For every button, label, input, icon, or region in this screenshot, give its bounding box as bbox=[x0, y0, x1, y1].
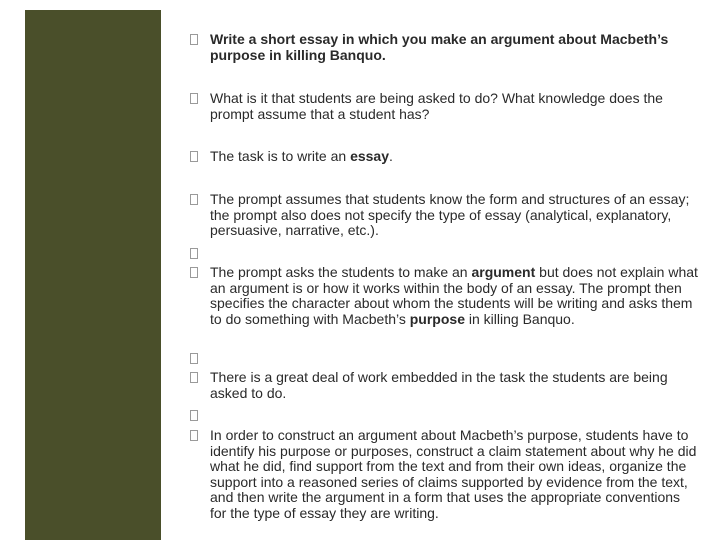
bullet-text-bold: essay bbox=[350, 148, 389, 164]
bullet-marker-icon bbox=[190, 353, 198, 364]
bullet-text bbox=[210, 265, 698, 327]
bullet-text bbox=[210, 149, 698, 165]
bullet-text-part: The prompt asks the students to make an bbox=[210, 264, 472, 280]
bullet-text-bold: Write a short essay in which you make an argument about Macbeth’s purpose in killing Banquo. bbox=[210, 31, 669, 63]
bullet-marker-icon bbox=[190, 372, 198, 383]
bullet-text-part: The task is to write an bbox=[210, 148, 351, 164]
bullet-text bbox=[210, 91, 698, 122]
bullet-text-part: but does not explain what an argument is or how it works within the body of an essay. The prompt then specifies the character about whom the students will be writing and asks them to do something with Macbeth’s bbox=[210, 264, 698, 327]
bullet-text-part: There is a great deal of work embedded in the task the students are being asked to do. bbox=[210, 369, 668, 401]
bullet-marker-icon bbox=[190, 248, 198, 259]
bullet-text-bold: argument bbox=[471, 264, 536, 280]
bullet-text-part: In order to construct an argument about Macbeth’s purpose, students have to identify his purpose or purposes, construct a claim statement about why he did what he did, find support from the text and from their own ideas, organize the support into a reasoned series of claims supported by evidence from the text, and then write the argument in a form that uses the appropriate conventions for the type of essay they are writing. bbox=[210, 427, 697, 521]
bullet-marker-icon bbox=[190, 410, 198, 421]
bullet-marker-icon bbox=[190, 34, 198, 45]
bullet-text-part: . bbox=[389, 148, 393, 164]
bullet-marker-icon bbox=[190, 430, 198, 441]
bullet-marker-icon bbox=[190, 267, 198, 278]
bullet-text bbox=[210, 192, 698, 239]
bullet-text-part: What is it that students are being asked to do? What knowledge does the prompt assume that a student has? bbox=[210, 90, 663, 122]
bullet-marker-icon bbox=[190, 194, 198, 205]
bullet-text-bold: purpose bbox=[409, 310, 465, 327]
bullet-marker-icon bbox=[190, 93, 198, 104]
bullet-marker-icon bbox=[190, 151, 198, 162]
bullet-text-part: The prompt assumes that students know the form and structures of an essay; the prompt also does not specify the type of essay (analytical, explanatory, persuasive, narrative, etc.). bbox=[210, 191, 690, 238]
bullet-text bbox=[210, 32, 698, 63]
bullet-text-part: in killing Banquo. bbox=[464, 310, 575, 327]
bullet-text bbox=[210, 428, 698, 521]
bullet-text bbox=[210, 370, 698, 401]
left-accent-band bbox=[25, 10, 161, 540]
